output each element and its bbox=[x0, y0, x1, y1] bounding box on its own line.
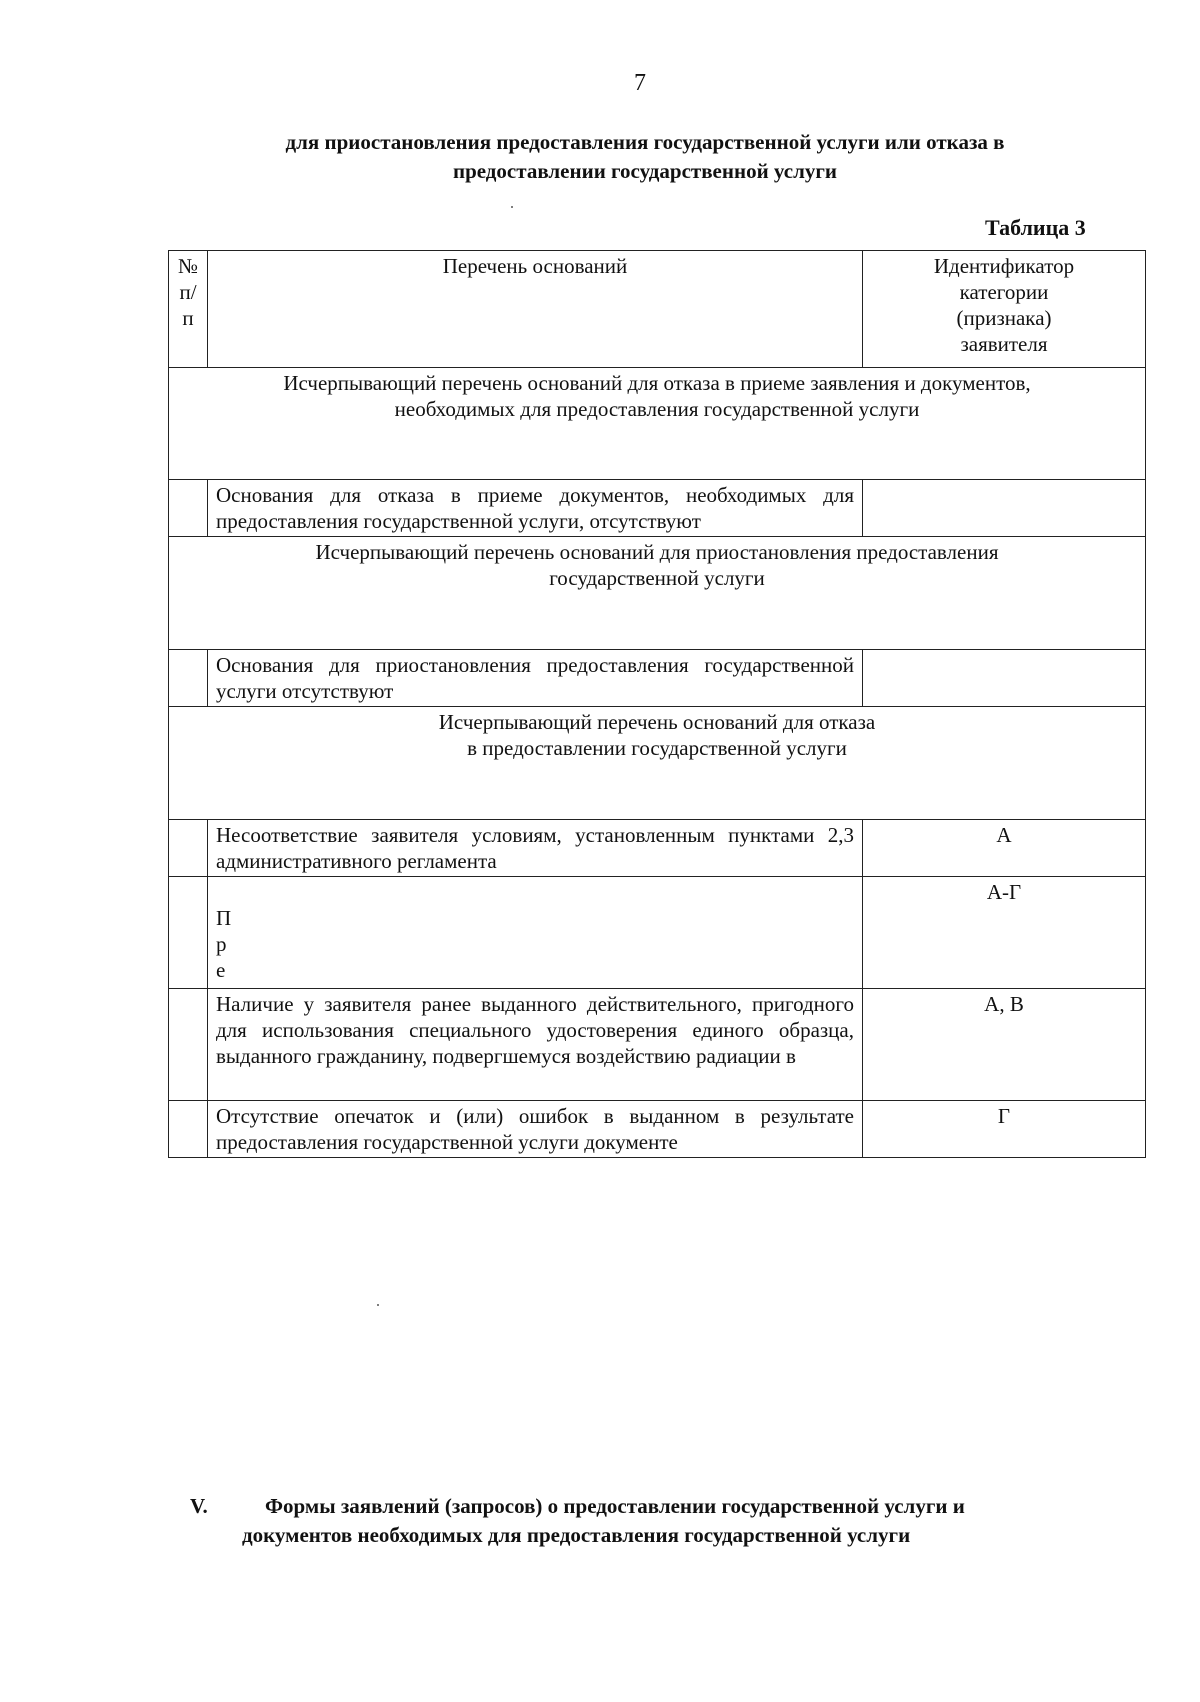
header-identifier-line: Идентификатор bbox=[933, 254, 1075, 278]
table-row bbox=[169, 877, 1146, 989]
row-grounds-letter: П bbox=[216, 906, 232, 930]
section-title-line: государственной услуги bbox=[549, 566, 765, 590]
table-row bbox=[169, 650, 1146, 707]
section-title-row bbox=[169, 707, 1146, 820]
section-title-line: Исчерпывающий перечень оснований для отказа bbox=[438, 710, 876, 734]
section-title-line: Исчерпывающий перечень оснований для приостановления предоставления bbox=[315, 540, 999, 564]
header-grounds-cell: Перечень оснований bbox=[208, 251, 863, 368]
header-identifier-line: категории bbox=[959, 280, 1049, 304]
section-title-row bbox=[169, 368, 1146, 480]
header-number-cell bbox=[169, 251, 208, 368]
row-identifier-cell bbox=[863, 650, 1146, 707]
section-v-numeral: V. bbox=[190, 1494, 208, 1518]
row-grounds-cell: Несоответствие заявителя условиям, установленным пунктами 2,3 административного регламента bbox=[208, 820, 863, 877]
page-heading bbox=[210, 128, 1080, 186]
section-title-row bbox=[169, 537, 1146, 650]
row-number-cell bbox=[169, 877, 208, 989]
table-row bbox=[169, 1101, 1146, 1158]
row-number-cell bbox=[169, 989, 208, 1101]
table-row bbox=[169, 989, 1146, 1101]
table-row bbox=[169, 480, 1146, 537]
row-number-cell bbox=[169, 1101, 208, 1158]
row-grounds-letter: р bbox=[216, 932, 227, 956]
row-number-cell bbox=[169, 480, 208, 537]
row-grounds-letter: е bbox=[216, 958, 226, 982]
grounds-table bbox=[168, 250, 1146, 1158]
row-grounds-cell bbox=[208, 877, 863, 989]
row-identifier-cell: Г bbox=[863, 1101, 1146, 1158]
row-grounds-cell: Отсутствие опечаток и (или) ошибок в выданном в результате предоставления государственной услуги документе bbox=[208, 1101, 863, 1158]
section-title-refusal-acceptance bbox=[169, 368, 1146, 480]
row-identifier-cell bbox=[863, 480, 1146, 537]
scan-speck bbox=[377, 1304, 379, 1306]
header-identifier-line: заявителя bbox=[960, 332, 1048, 356]
row-identifier-cell: А bbox=[863, 820, 1146, 877]
section-title-line: необходимых для предоставления государственной услуги bbox=[394, 397, 920, 421]
heading-line-1: для приостановления предоставления государственной услуги или отказа в bbox=[285, 130, 1005, 154]
section-title-line: Исчерпывающий перечень оснований для отказа в приеме заявления и документов, bbox=[283, 371, 1031, 395]
header-number-abbr: п/п bbox=[179, 280, 197, 330]
header-identifier-cell bbox=[863, 251, 1146, 368]
row-grounds-cell: Основания для приостановления предоставления государственной услуги отсутствуют bbox=[208, 650, 863, 707]
table-header-row bbox=[169, 251, 1146, 368]
header-identifier-line: (признака) bbox=[956, 306, 1052, 330]
row-number-cell bbox=[169, 820, 208, 877]
row-identifier-cell: А, В bbox=[863, 989, 1146, 1101]
scan-speck bbox=[511, 206, 513, 208]
row-number-cell bbox=[169, 650, 208, 707]
table-caption: Таблица 3 bbox=[985, 215, 1086, 240]
section-title-refusal-provision bbox=[169, 707, 1146, 820]
section-title-line: в предоставлении государственной услуги bbox=[467, 736, 847, 760]
row-grounds-cell: Основания для отказа в приеме документов, необходимых для предоставления государственной услуги, отсутствуют bbox=[208, 480, 863, 537]
row-grounds-cell: Наличие у заявителя ранее выданного действительного, пригодного для использования специального удостоверения единого образца, выданного гражданину, подвергшемуся воздействию радиации в bbox=[208, 989, 863, 1101]
row-identifier-cell: А-Г bbox=[863, 877, 1146, 989]
page-number: 7 bbox=[634, 70, 646, 96]
section-v-title-line-1: Формы заявлений (запросов) о предоставлении государственной услуги и bbox=[265, 1494, 965, 1518]
table-row bbox=[169, 820, 1146, 877]
section-title-suspension bbox=[169, 537, 1146, 650]
heading-line-2: предоставлении государственной услуги bbox=[452, 159, 838, 183]
header-number-symbol: № bbox=[177, 254, 199, 278]
section-v-title-line-2: документов необходимых для предоставления государственной услуги bbox=[242, 1523, 911, 1547]
